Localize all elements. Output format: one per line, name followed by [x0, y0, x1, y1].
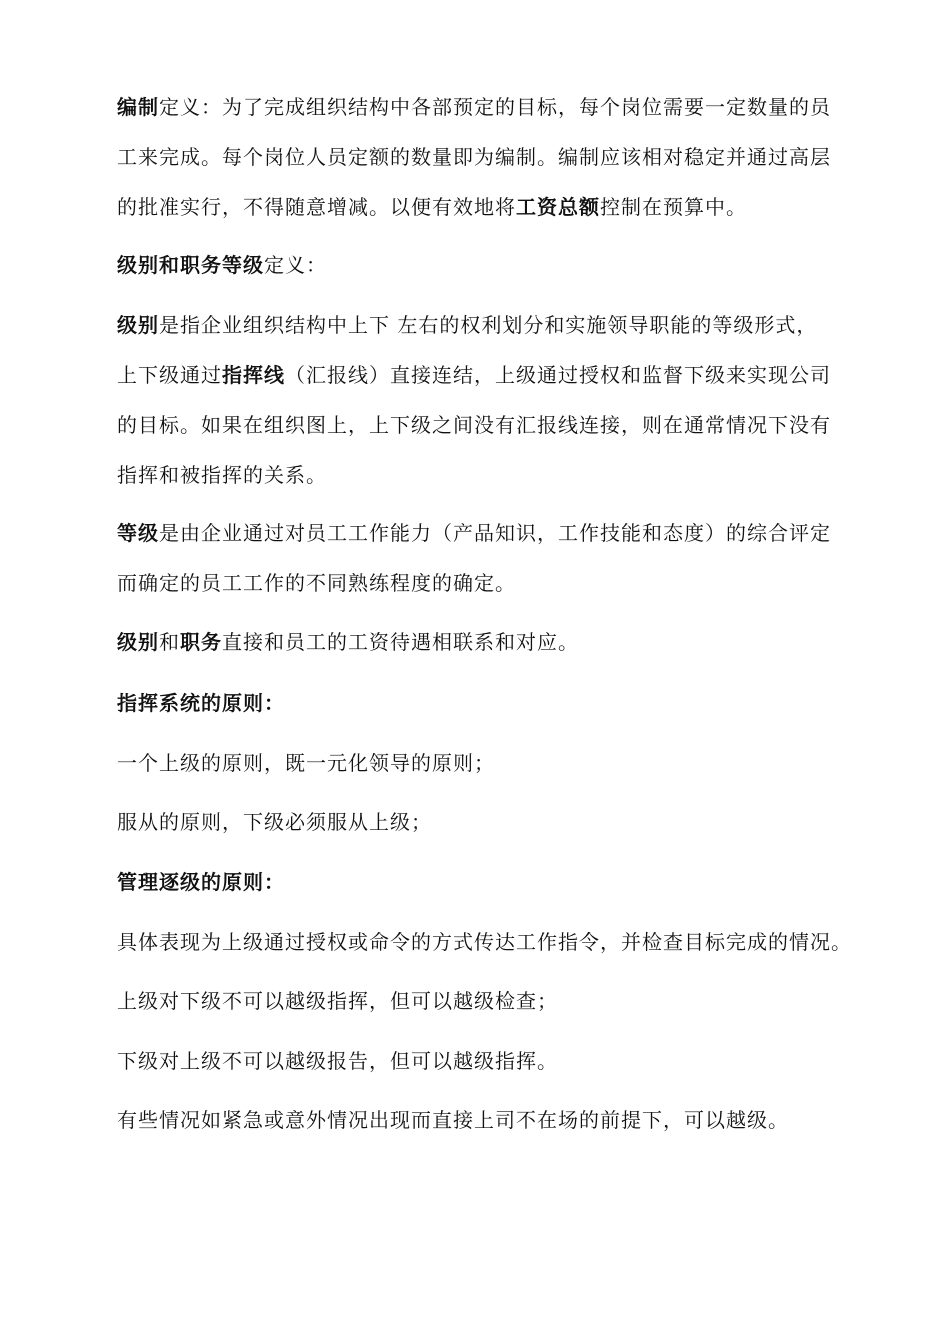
text-line [117, 350, 877, 400]
paragraph-emergency-exception [117, 1095, 877, 1145]
text-line [117, 82, 877, 132]
text-run: 下级对上级不可以越级报告，但可以越级指挥。 [117, 1049, 558, 1073]
text-line [117, 132, 877, 182]
text-line [117, 917, 897, 967]
text-line [117, 240, 877, 290]
text-run: 而确定的员工工作的不同熟练程度的确定。 [117, 571, 516, 595]
text-line [117, 558, 877, 608]
text-run: 的目标。如果在组织图上，上下级之间没有汇报线连接，则在通常情况下没有 [117, 413, 831, 437]
text-run: 是由企业通过对员工工作能力（产品知识，工作技能和态度）的综合评定 [159, 521, 831, 545]
text-run: 是指企业组织结构中上下 左右的权利划分和实施领导职能的等级形式， [159, 313, 818, 337]
paragraph-dengji-definition [117, 508, 877, 608]
text-line [117, 182, 877, 232]
paragraph-jibie-definition [117, 300, 877, 500]
text-line [117, 400, 877, 450]
text-run: 上下级通过 [117, 363, 222, 387]
text-run: 和 [159, 630, 180, 654]
heading-step-management-principle [117, 857, 877, 907]
text-run: 控制在预算中。 [600, 195, 747, 219]
paragraph-superior-to-subordinate [117, 976, 877, 1026]
paragraph-jibie-heading [117, 240, 877, 290]
text-line [117, 508, 877, 558]
text-line [117, 797, 877, 847]
term-bold: 级别 [117, 630, 159, 654]
text-line [117, 1095, 877, 1145]
text-run: 指挥和被指挥的关系。 [117, 463, 327, 487]
paragraph-specific-performance [117, 917, 897, 967]
term-bold: 指挥线 [222, 363, 285, 387]
text-line [117, 450, 877, 500]
text-line [117, 738, 877, 788]
text-run: 工来完成。每个岗位人员定额的数量即为编制。编制应该相对稳定并通过高层 [117, 145, 831, 169]
text-run: （汇报线）直接连结，上级通过授权和监督下级来实现公司 [285, 363, 831, 387]
term-bold: 工资总额 [516, 195, 600, 219]
paragraph-jibie-zhiwu [117, 617, 877, 667]
paragraph-obedience [117, 797, 877, 847]
text-line [117, 976, 877, 1026]
text-run: 上级对下级不可以越级指挥，但可以越级检查； [117, 989, 558, 1013]
term-bold: 级别和职务等级 [117, 253, 264, 277]
heading-bold: 指挥系统的原则： [117, 691, 285, 715]
heading-bold: 管理逐级的原则： [117, 870, 285, 894]
text-run: 直接和员工的工资待遇相联系和对应。 [222, 630, 579, 654]
heading-command-system-principle [117, 678, 877, 728]
text-line [117, 678, 877, 728]
term-bold: 编制 [117, 95, 159, 119]
paragraph-bianzhi-definition [117, 82, 877, 232]
text-line [117, 857, 877, 907]
text-line [117, 300, 877, 350]
text-line [117, 1036, 877, 1086]
text-run: 服从的原则，下级必须服从上级； [117, 810, 432, 834]
term-bold: 级别 [117, 313, 159, 337]
text-run: 一个上级的原则，既一元化领导的原则； [117, 751, 495, 775]
text-run: 定义： [264, 253, 327, 277]
text-run: 有些情况如紧急或意外情况出现而直接上司不在场的前提下，可以越级。 [117, 1108, 789, 1132]
paragraph-subordinate-to-superior [117, 1036, 877, 1086]
paragraph-one-superior [117, 738, 877, 788]
text-run: 定义：为了完成组织结构中各部预定的目标，每个岗位需要一定数量的员 [159, 95, 831, 119]
term-bold: 等级 [117, 521, 159, 545]
term-bold: 职务 [180, 630, 222, 654]
text-run: 具体表现为上级通过授权或命令的方式传达工作指令，并检查目标完成的情况。 [117, 930, 852, 954]
text-run: 的批准实行，不得随意增减。以便有效地将 [117, 195, 516, 219]
text-line [117, 617, 877, 667]
